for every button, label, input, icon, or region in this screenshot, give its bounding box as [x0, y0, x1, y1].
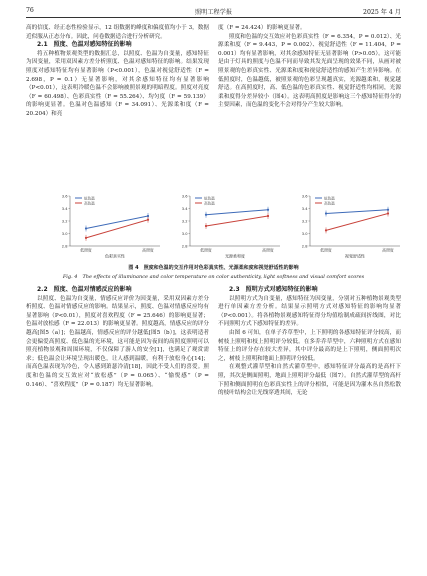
- data-point: [325, 229, 327, 231]
- data-point: [387, 212, 389, 214]
- figure-4: [26, 191, 401, 261]
- figure-caption-en: Fig. 4 The effects of illuminance and color temperature on color authenticity, light softness and visual comfort scores: [62, 274, 365, 280]
- data-point: [147, 219, 149, 221]
- body-paragraph: 度（F = 24.424）的影响更显著。: [218, 25, 306, 31]
- y-tick-label: 3.6: [301, 194, 308, 199]
- y-tick-label: 3.0: [61, 231, 68, 236]
- header-rule: [26, 17, 401, 18]
- y-tick-label: 3.4: [181, 206, 188, 211]
- y-tick-label: 3.0: [301, 231, 308, 236]
- left-column-top: [26, 24, 209, 119]
- x-tick-label: 高照度: [262, 247, 274, 253]
- section-heading: 2.2 照度、色温对情感反应的影响: [37, 286, 132, 293]
- body-paragraph: 由图 6 可知，在单子乔草型中，上下照明的各感知特征评分较高，而树枝上照明和枝上照明评分较低。在多乔乔草型中，六种照明方式在感知特征上的评分存在较大差异，其中评分最高的是上下照明，侧面照明次之，树枝上照明和地面上照明评分较低。: [218, 329, 401, 362]
- left-column-bottom: [26, 286, 209, 389]
- legend-label: 高色温: [84, 201, 95, 206]
- x-tick-label: 低照度: [320, 247, 332, 253]
- legend-label: 高色温: [324, 201, 335, 206]
- data-point: [267, 215, 269, 217]
- data-point: [267, 209, 269, 211]
- legend-label: 低色温: [324, 196, 335, 201]
- y-tick-label: 3.6: [181, 194, 188, 199]
- body-paragraph: 以照度、色温为自变量，情感反应评价为因变量，采用双因素方差分析照度、色温对情感反应的影响。结果显示，照度、色温对情感反应均有显著影响（P<0.01），照度对喜欢程度（F = 25.646）的影响更显著；色温对放松感（F = 22.013）的影响更显著。照度越高，情感反应的评分越高[图5（a）]；色温越高，情感反应的评分越低[图5（b）]，这表明适者会更偏爱高照度、低色温的光环境，这可能是因为夜间的高照度照明可以照亮植物景观和周围环境，不仅保障了游人的安全[1]，也满足了观赏需求；低色温会让环境呈现出暖色，让人感到温暖，有利于放松身心[14]；而高色温表现为冷色，令人感到萧瑟冷清[18]，因此不受人们的喜爱。照度和色温的交互效应对“放松感”（P = 0.065）、“愉悦感”（P = 0.146）、“喜欢程度”（P = 0.187）均无显著影响。: [26, 295, 209, 388]
- y-tick-label: 2.8: [301, 244, 308, 249]
- journal-title: 照明工程学报: [194, 9, 233, 16]
- data-point: [205, 214, 207, 216]
- y-tick-label: 3.6: [61, 194, 68, 199]
- issue-date: 2025 年 4 月: [363, 9, 401, 16]
- data-point: [85, 237, 87, 239]
- body-paragraph: 将五种植物景观类型的数据汇总，以照度、色温为自变量，感知特征为因变量，采用双因素方差分析照度、色温对感知特征的影响。结果发现照度对感知特征均有显著影响（P<0.001），色温对视觉舒适性（F = 2.698，P = 0.1）无显著影响，对其余感知特征均有显著影响（P<0.01），这表明冷暖色温不会影响被照景观的明暗程度。照度对亮度（F = 60.498）、色彩真实性（F = 55.264）、均匀度（F = 59.139）的影响更显著。色温对色温感知（F = 34.091）、光源柔和度（F = 20.204）和亮: [26, 50, 209, 117]
- x-axis-title: 视觉舒适性: [345, 253, 365, 259]
- y-tick-label: 2.8: [61, 244, 68, 249]
- right-column-bottom: [218, 286, 401, 398]
- x-axis-title: 光源柔和度: [225, 253, 245, 259]
- section-heading: 2.3 照明方式对感知特征的影响: [229, 286, 318, 293]
- series-line: [206, 216, 268, 226]
- series-line: [326, 210, 388, 214]
- y-tick-label: 3.2: [61, 219, 68, 224]
- y-tick-label: 3.0: [181, 231, 188, 236]
- data-point: [325, 212, 327, 214]
- page-number: 76: [26, 7, 34, 14]
- y-tick-label: 2.8: [181, 244, 188, 249]
- right-column-top: [218, 24, 401, 110]
- x-tick-label: 低照度: [80, 247, 92, 253]
- body-paragraph: 照度和色温的交互效应对色彩真实性（F = 6.354，P = 0.012）、光源柔和度（F = 9.443，P = 0.002）、视觉舒适性（F = 11.404，P = 0.001）均有显著影响，对其余感知特征无显著影响（P>0.05）。这可能是由于灯具的照度与色温不同而导致其发光面呈现的效果不同，从画对被照景观的色彩真实性、光源柔和度和视觉舒适性的感知产生差异影响。在低照度时，色温越低，被照景观的色彩呈现越真实，光源越柔和，视觉越舒适。在高照度时，高、低色温的色彩真实性、视觉舒适性均相同，光源柔和度得分差异较小（图4）。这表明高照度是影响这三个感知特征得分的主要因素，而色温的变化不会对得分产生较大影响。: [218, 33, 401, 109]
- body-paragraph: 高的信度、经正态性检验显示，12 组数据的峰度和偏度值均小于 3，数据近似服从正态分布。因此，问卷数据适合进行分析研究。: [26, 25, 209, 40]
- figure-caption-cn: 图 4 照度和色温的交互作用对色彩真实性、光源柔和度和视觉舒适性的影响: [128, 265, 299, 271]
- y-tick-label: 3.4: [61, 206, 68, 211]
- legend-label: 高色温: [204, 201, 215, 206]
- data-point: [205, 225, 207, 227]
- x-tick-label: 高照度: [382, 247, 394, 253]
- x-tick-label: 低照度: [200, 247, 212, 253]
- legend-label: 低色温: [204, 196, 215, 201]
- series-line: [326, 214, 388, 231]
- body-paragraph: 在观整式灌草型和自然式灌草型中，感知特征评分最高的是高杆下照，其次是侧面照明，地面上照明评分最低（图7）。自然式灌草型的高杆下照和侧面照明在色彩真实性上的评分相似，可能是因为灌木丛自然松散的枝叶结构会让光线穿透其间，无论: [218, 364, 401, 397]
- y-tick-label: 3.2: [181, 219, 188, 224]
- section-heading: 2.1 照度、色温对感知特征的影响: [37, 41, 132, 49]
- y-tick-label: 3.4: [301, 206, 308, 211]
- data-point: [85, 227, 87, 229]
- body-paragraph: 以照明方式为自变量，感知特征为因变量，分别对五种植物景观类型进行单因素方差分析。结果显示照明方式对感知特征的影响均显著（P<0.001）。将各植物景观感知特征得分均值绘制成疏间折线图，对比不同照明方式下感知特征的差异。: [218, 295, 401, 328]
- legend-label: 低色温: [84, 196, 95, 201]
- y-tick-label: 3.2: [301, 219, 308, 224]
- series-line: [206, 210, 268, 215]
- x-axis-title: 色彩真实性: [105, 253, 125, 259]
- x-tick-label: 高照度: [142, 247, 154, 253]
